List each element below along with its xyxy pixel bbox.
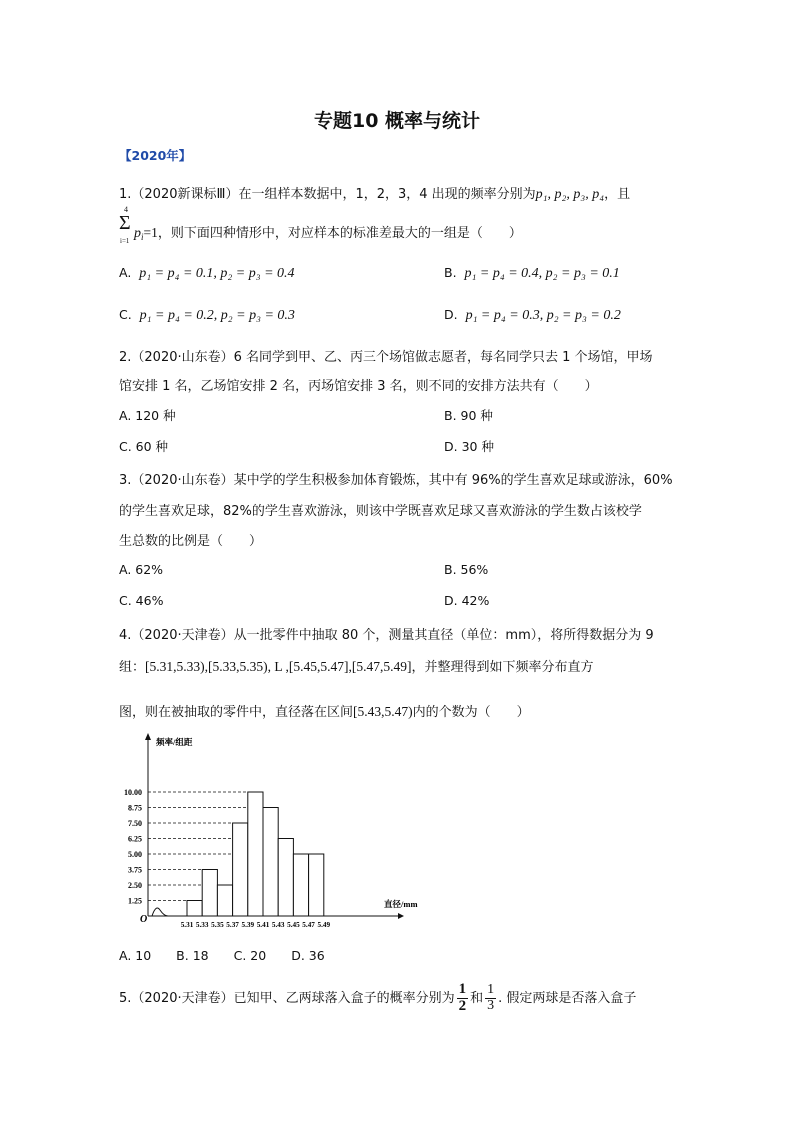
- q1-option-a-label: A.: [119, 265, 132, 280]
- q1-option-c[interactable]: [119, 307, 295, 324]
- sum-eq: =1: [143, 225, 158, 240]
- q1-option-d[interactable]: [444, 307, 621, 324]
- q1-option-b[interactable]: [444, 265, 620, 282]
- x-tick-label: 5.49: [317, 921, 331, 929]
- q3-line1: 3.（2020·山东卷）某中学的学生积极参加体育锻炼，其中有 96%的学生喜欢足球或游泳，60%: [119, 473, 673, 488]
- q4-answers[interactable]: A. 10 B. 18 C. 20 D. 36: [119, 948, 325, 963]
- y-axis-arrow: [145, 733, 151, 740]
- frequency-histogram: [112, 730, 432, 935]
- histogram-bar: [233, 823, 248, 916]
- y-tick-label: 8.75: [128, 803, 142, 813]
- y-tick-label: 7.50: [128, 819, 142, 828]
- sum-lower: i=1: [120, 237, 130, 245]
- q1-option-d-expr: p₁ = p₄ = 0.3, p₂ = p₃ = 0.2: [465, 308, 621, 323]
- x-axis-arrow: [398, 913, 404, 919]
- q1-text-c: ，则下面四种情形中，对应样本的标准差最大的一组是（ ）: [157, 226, 522, 241]
- x-tick-label: 5.47: [302, 921, 315, 929]
- origin-label: O: [140, 914, 148, 925]
- q2-option-c[interactable]: C. 60 种: [119, 439, 169, 454]
- q5-frac2-num: 1: [487, 982, 495, 998]
- q1-line2: [134, 222, 522, 242]
- q3-line3: 生总数的比例是（ ）: [119, 534, 263, 549]
- q1-text-b: ，且: [604, 187, 631, 202]
- q5-text-a: 5.（2020·天津卷）已知甲、乙两球落入盒子的概率分别为: [119, 990, 455, 1006]
- q4-line2: [119, 656, 594, 675]
- q4-line3: [119, 701, 530, 720]
- x-tick-label: 5.43: [271, 921, 285, 929]
- q1-option-b-label: B.: [444, 265, 457, 280]
- q5-frac1-den: 2: [458, 997, 467, 1014]
- y-tick-label: 1.25: [128, 896, 142, 906]
- q2-option-b[interactable]: B. 90 种: [444, 408, 493, 423]
- x-tick-label: 5.41: [256, 921, 270, 929]
- q5-fraction-1: [457, 982, 469, 1015]
- q3-option-c[interactable]: C. 46%: [119, 593, 164, 608]
- x-tick-label: 5.37: [226, 921, 239, 929]
- histogram-bar: [248, 792, 263, 916]
- y-axis-title: 频率/组距: [156, 737, 193, 747]
- y-tick-label: 3.75: [128, 865, 142, 875]
- q1-option-b-expr: p₁ = p₄ = 0.4, p₂ = p₃ = 0.1: [464, 266, 620, 281]
- axis-break-mark: [152, 908, 168, 916]
- q1-option-c-expr: p₁ = p₄ = 0.2, p₂ = p₃ = 0.3: [139, 308, 295, 323]
- q2-line1: 2.（2020·山东卷）6 名同学到甲、乙、丙三个场馆做志愿者，每名同学只去 1 个场馆，甲场: [119, 350, 653, 365]
- histogram-bar: [202, 870, 217, 917]
- q5-line1: [119, 982, 636, 1015]
- q1-vars: p₁, p₂, p₃, p₄: [535, 187, 605, 202]
- page-title: 专题10 概率与统计: [313, 110, 481, 132]
- sigma-symbol: Σ: [119, 212, 131, 234]
- histogram-bar: [217, 885, 232, 916]
- y-tick-label: 10.00: [124, 788, 142, 797]
- x-axis-title: 直径/mm: [384, 899, 418, 909]
- q3-option-d[interactable]: D. 42%: [444, 593, 490, 608]
- x-tick-label: 5.35: [211, 921, 224, 929]
- x-tick-label: 5.39: [241, 921, 255, 929]
- q5-frac2-den: 3: [487, 997, 495, 1013]
- q4-line3-b: 内的个数为（ ）: [412, 705, 530, 720]
- histogram-bar: [309, 854, 324, 916]
- q5-fraction-2: [485, 983, 496, 1013]
- y-tick-label: 5.00: [128, 850, 142, 859]
- y-tick-label: 6.25: [128, 834, 142, 844]
- q1-line1: [119, 183, 630, 203]
- histogram-bar: [293, 854, 308, 916]
- sum-expr: p: [134, 226, 141, 241]
- sum-sub: i: [141, 232, 144, 242]
- q5-and: 和: [470, 990, 484, 1006]
- q4-line1: 4.（2020·天津卷）从一批零件中抽取 80 个，测量其直径（单位：mm），将所得数据分为 9: [119, 628, 654, 643]
- q2-option-a[interactable]: A. 120 种: [119, 408, 176, 423]
- sum-upper: 4: [124, 205, 128, 214]
- q2-option-d[interactable]: D. 30 种: [444, 439, 494, 454]
- q3-option-b[interactable]: B. 56%: [444, 562, 489, 577]
- q3-line2: 的学生喜欢足球，82%的学生喜欢游泳，则该中学既喜欢足球又喜欢游泳的学生数占该校学: [119, 504, 642, 519]
- q1-text-a: 1.（2020新课标Ⅲ）在一组样本数据中，1，2，3，4 出现的频率分别为: [119, 187, 536, 202]
- y-tick-label: 2.50: [128, 881, 142, 890]
- q5-frac1-num: 1: [458, 981, 467, 997]
- x-tick-label: 5.45: [287, 921, 300, 929]
- q5-text-b: . 假定两球是否落入盒子: [498, 990, 637, 1006]
- histogram-bar: [187, 901, 202, 917]
- histogram-bar: [278, 839, 293, 917]
- histogram-bar: [263, 808, 278, 917]
- q1-option-d-label: D.: [444, 307, 458, 322]
- q1-option-c-label: C.: [119, 307, 132, 322]
- q1-option-a[interactable]: [119, 265, 295, 282]
- q3-option-a[interactable]: A. 62%: [119, 562, 164, 577]
- q4-line2-a: 组：: [119, 660, 146, 675]
- x-tick-label: 5.31: [180, 921, 194, 929]
- q4-intervals: [5.31,5.33),[5.33,5.35), L ,[5.45,5.47],[5.47,5.49]: [145, 659, 412, 674]
- q4-line3-a: 图，则在被抽取的零件中，直径落在区间: [119, 705, 354, 720]
- q2-line2: 馆安排 1 名，乙场馆安排 2 名，丙场馆安排 3 名，则不同的安排方法共有（ ）: [119, 379, 598, 394]
- year-heading: 【2020年】: [119, 148, 192, 163]
- q1-option-a-expr: p₁ = p₄ = 0.1, p₂ = p₃ = 0.4: [139, 266, 295, 281]
- q4-interval: [5.43,5.47): [353, 704, 413, 719]
- q4-line2-b: ，并整理得到如下频率分布直方: [411, 660, 594, 675]
- x-tick-label: 5.33: [195, 921, 209, 929]
